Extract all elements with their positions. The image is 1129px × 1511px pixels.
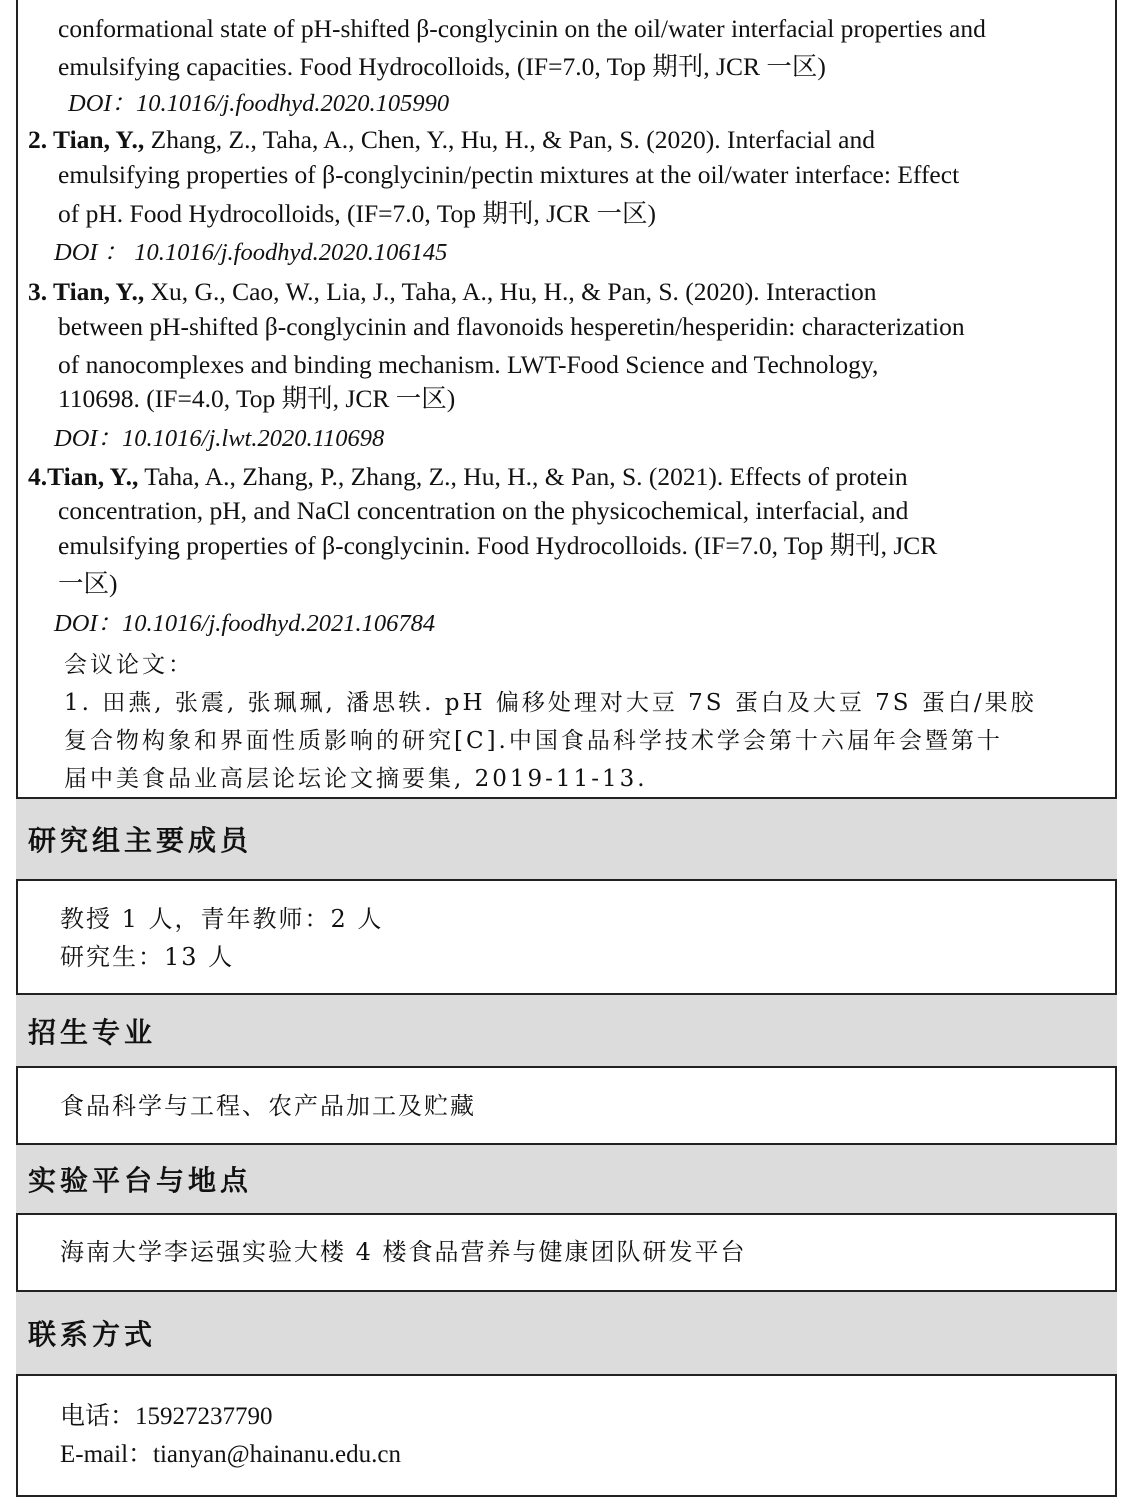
pub3-author: Tian, Y., (53, 277, 145, 306)
contact-section-header (16, 1290, 1117, 1376)
members-section-header (16, 797, 1117, 881)
pub4-line2: concentration, pH, and NaCl concentration on the physicochemical, interfacial, and (58, 496, 909, 525)
pub3-number: 3. (28, 277, 54, 306)
contact-email[interactable]: E-mail：tianyan@hainanu.edu.cn (60, 1441, 401, 1468)
members-line2: 研究生：13 人 (60, 943, 235, 971)
pub4-doi: DOI：10.1016/j.foodhyd.2021.106784 (54, 610, 436, 637)
pub4-author: Tian, Y., (47, 462, 139, 491)
majors-text: 食品科学与工程、农产品加工及贮藏 (60, 1092, 476, 1120)
members-line1: 教授 1 人，青年教师：2 人 (60, 905, 384, 933)
pub3-line1 (28, 275, 876, 309)
pub2-line3: of pH. Food Hydrocolloids, (IF=7.0, Top 期刊, JCR 一区) (58, 199, 656, 228)
pub3-line3: of nanocomplexes and binding mechanism. LWT-Food Science and Technology, (58, 350, 879, 379)
pub3-doi: DOI：10.1016/j.lwt.2020.110698 (54, 425, 385, 452)
members-title: 研究组主要成员 (28, 824, 253, 857)
pub4-line3: emulsifying properties of β-conglycinin. Food Hydrocolloids. (IF=7.0, Top 期刊, JCR (58, 531, 938, 560)
majors-title: 招生专业 (28, 1015, 157, 1049)
platform-title: 实验平台与地点 (28, 1164, 253, 1197)
platform-text: 海南大学李运强实验大楼 4 楼食品营养与健康团队研发平台 (60, 1238, 747, 1266)
pub2-doi: DOI ： 10.1016/j.foodhyd.2020.106145 (54, 239, 448, 266)
pub4-line1 (28, 460, 908, 494)
pub4-line4: 一区) (58, 569, 118, 598)
pub2-text: Zhang, Z., Taha, A., Chen, Y., Hu, H., & Pan, S. (2020). Interfacial and (144, 125, 875, 154)
pub1-line2: emulsifying capacities. Food Hydrocolloids, (IF=7.0, Top 期刊, JCR 一区) (58, 52, 826, 81)
pub2-line2: emulsifying properties of β-conglycinin/pectin mixtures at the oil/water interface: Effect (58, 160, 960, 189)
pub2-line1 (28, 123, 875, 157)
pub2-author: Tian, Y., (53, 125, 145, 154)
contact-title: 联系方式 (28, 1318, 157, 1351)
conference-line3: 届中美食品业高层论坛论文摘要集, 2019-11-13. (64, 766, 648, 792)
pub3-text: Xu, G., Cao, W., Lia, J., Taha, A., Hu, H., & Pan, S. (2020). Interaction (144, 277, 877, 306)
majors-section-header (16, 993, 1117, 1068)
pub4-number: 4. (28, 462, 48, 491)
conference-line1: 1. 田燕, 张震, 张珮珮, 潘思轶. pH 偏移处理对大豆 7S 蛋白及大豆 7S 蛋白/果胶 (64, 690, 1037, 716)
pub1-line1: conformational state of pH-shifted β-conglycinin on the oil/water interfacial properties and (58, 14, 986, 43)
contact-phone: 电话：15927237790 (60, 1403, 273, 1430)
conference-line2: 复合物构象和界面性质影响的研究[C].中国食品科学技术学会第十六届年会暨第十 (64, 728, 1003, 754)
pub3-line2: between pH-shifted β-conglycinin and flavonoids hesperetin/hesperidin: characterization (58, 312, 965, 341)
pub2-number: 2. (28, 125, 54, 154)
pub3-line4: 110698. (IF=4.0, Top 期刊, JCR 一区) (58, 384, 456, 413)
pub4-text: Taha, A., Zhang, P., Zhang, Z., Hu, H., & Pan, S. (2021). Effects of protein (138, 462, 908, 491)
pub1-doi: DOI：10.1016/j.foodhyd.2020.105990 (68, 90, 450, 117)
conference-heading: 会议论文： (64, 652, 194, 678)
platform-section-header (16, 1143, 1117, 1215)
